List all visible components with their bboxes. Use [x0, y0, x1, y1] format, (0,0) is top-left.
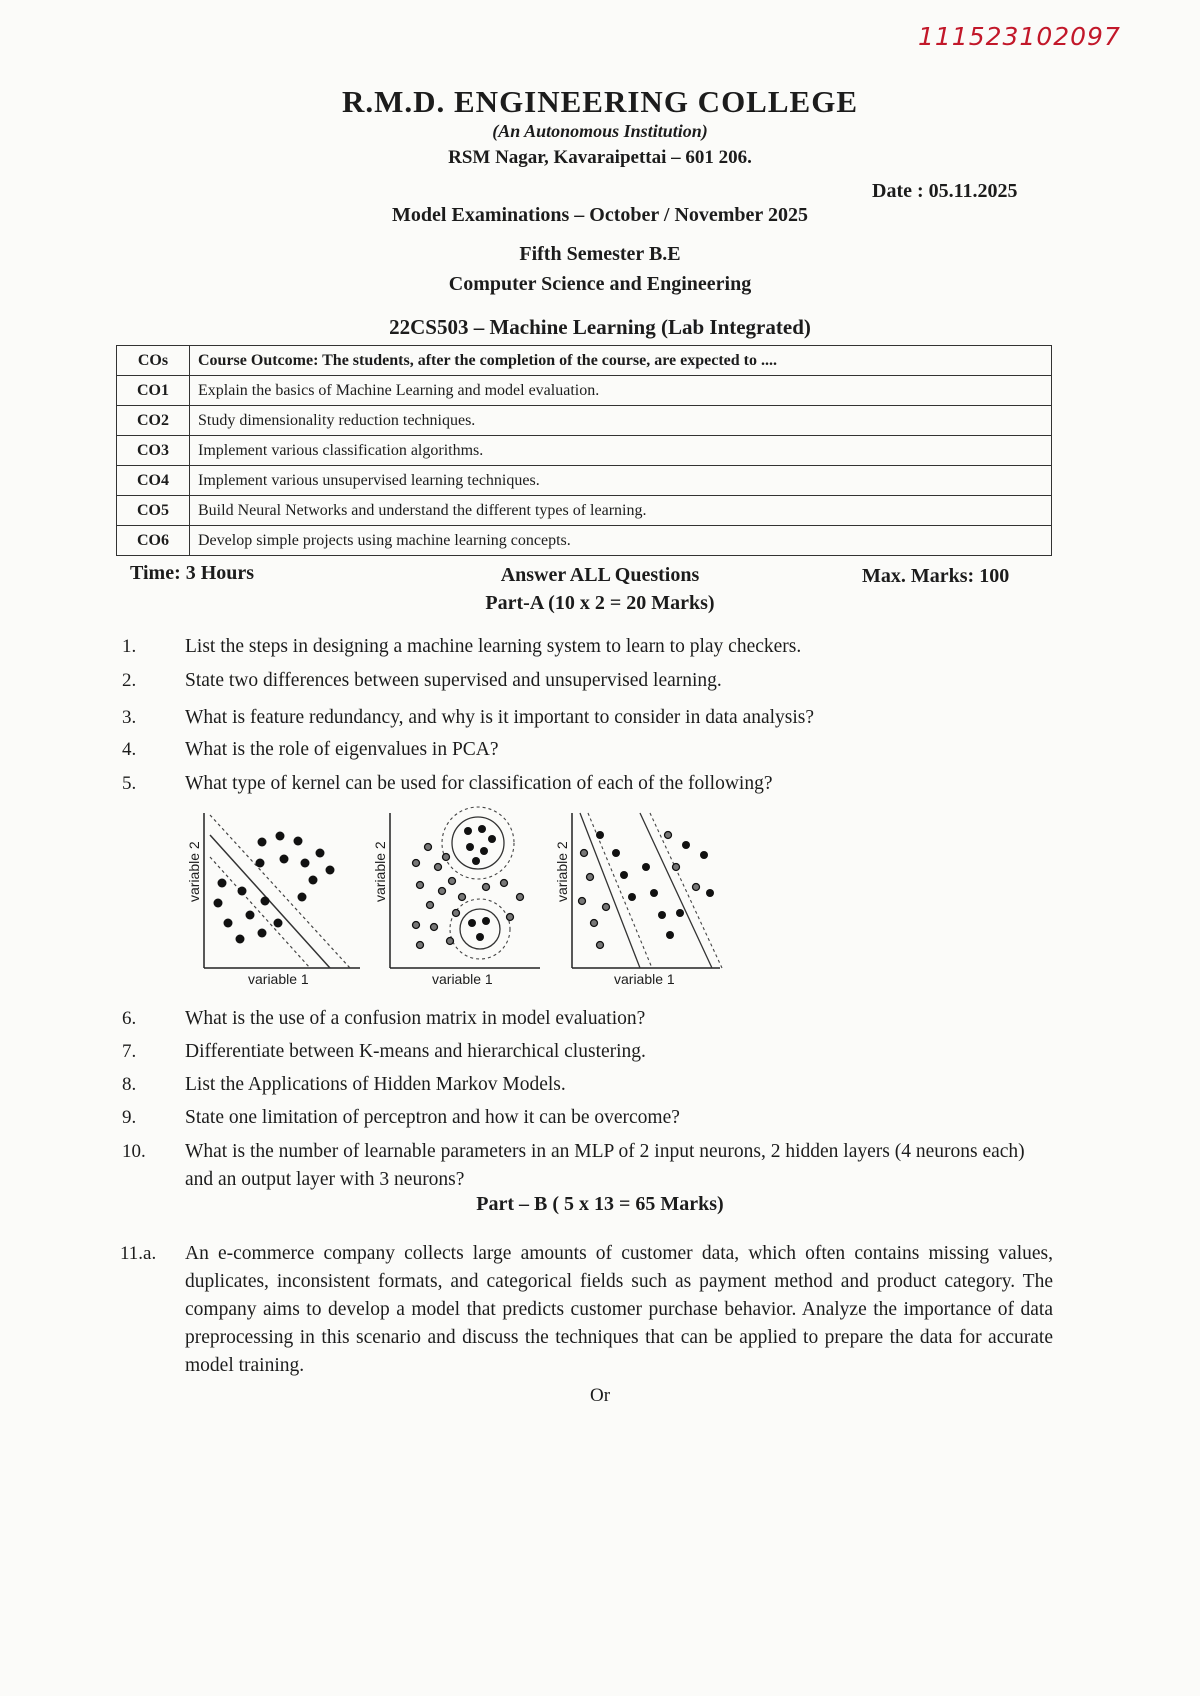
class-b-points [413, 844, 524, 949]
plot2-ylabel: variable 2 [372, 841, 388, 902]
or-separator: Or [589, 1385, 611, 1406]
table-row [117, 376, 1052, 406]
kernel-classification-figure [180, 805, 740, 997]
exam-duration: Time: 3 Hours [130, 562, 255, 584]
co-code: CO1 [117, 376, 190, 406]
question-text: State two differences between supervised and unsupervised learning. [185, 670, 722, 691]
table-row [117, 496, 1052, 526]
question-text: What is feature redundancy, and why is it important to consider in data analysis? [185, 707, 815, 728]
co-code: CO2 [117, 406, 190, 436]
question-number: 11.a. [120, 1243, 157, 1264]
co-header-code: COs [117, 346, 190, 376]
plot3-xlabel: variable 1 [614, 971, 675, 987]
co-code: CO4 [117, 466, 190, 496]
part-a-heading: Part-A (10 x 2 = 20 Marks) [485, 592, 715, 614]
question-number: 8. [122, 1074, 137, 1095]
margin-line [210, 857, 310, 968]
exam-title: Model Examinations – October / November 2025 [392, 204, 808, 226]
table-row [117, 406, 1052, 436]
plot-radial [390, 807, 540, 968]
department: Computer Science and Engineering [448, 273, 752, 295]
question-text: What is the number of learnable parameters in an MLP of 2 input neurons, 2 hidden layers (4 neurons each) and an output layer with 3 neurons? [185, 1141, 1025, 1190]
question-number: 5. [122, 773, 137, 794]
plot2-xlabel: variable 1 [432, 971, 493, 987]
class-b-points [214, 879, 283, 944]
class-a-points [256, 832, 335, 902]
decision-boundary [460, 909, 500, 949]
question-text: What is the use of a confusion matrix in model evaluation? [185, 1008, 646, 1029]
co-desc: Implement various classification algorithms. [190, 436, 1052, 466]
co-code: CO5 [117, 496, 190, 526]
co-header-desc: Course Outcome: The students, after the completion of the course, are expected to .... [190, 346, 1052, 376]
institution-status: (An Autonomous Institution) [492, 121, 708, 141]
co-desc: Build Neural Networks and understand the different types of learning. [190, 496, 1052, 526]
question-number: 10. [122, 1141, 146, 1162]
table-row [117, 436, 1052, 466]
co-desc: Implement various unsupervised learning techniques. [190, 466, 1052, 496]
decision-boundary [210, 835, 330, 968]
question-text: What is the role of eigenvalues in PCA? [185, 739, 499, 760]
plot-diagonal [572, 813, 722, 968]
question-number: 7. [122, 1041, 137, 1062]
co-code: CO3 [117, 436, 190, 466]
class-b-points [579, 832, 700, 949]
co-desc: Develop simple projects using machine learning concepts. [190, 526, 1052, 556]
part-b-heading: Part – B ( 5 x 13 = 65 Marks) [476, 1193, 724, 1215]
table-header-row [117, 346, 1052, 376]
co-desc: Study dimensionality reduction techniques. [190, 406, 1052, 436]
question-number: 6. [122, 1008, 137, 1029]
question-number: 4. [122, 739, 137, 760]
handwritten-register-number: 111523102097 [918, 22, 1121, 51]
table-row [117, 526, 1052, 556]
plot-linear [204, 813, 360, 968]
decision-boundary [580, 813, 640, 968]
max-marks: Max. Marks: 100 [862, 565, 1010, 587]
question-number: 9. [122, 1107, 137, 1128]
question-number: 3. [122, 707, 137, 728]
question-text: Differentiate between K-means and hierarchical clustering. [185, 1041, 646, 1062]
table-row [117, 466, 1052, 496]
plot1-ylabel: variable 2 [186, 841, 202, 902]
margin-line [442, 807, 514, 879]
co-desc: Explain the basics of Machine Learning and model evaluation. [190, 376, 1052, 406]
question-number: 2. [122, 670, 137, 691]
question-text: What type of kernel can be used for classification of each of the following? [185, 773, 773, 794]
course-outcome-table [116, 345, 1052, 556]
college-name: R.M.D. ENGINEERING COLLEGE [341, 84, 859, 119]
semester: Fifth Semester B.E [519, 243, 681, 265]
question-number: 1. [122, 636, 137, 657]
margin-line [450, 899, 510, 959]
instruction: Answer ALL Questions [500, 564, 700, 586]
question-text: List the Applications of Hidden Markov Models. [185, 1074, 566, 1095]
college-address: RSM Nagar, Kavaraipettai – 601 206. [448, 147, 752, 168]
exam-date: Date : 05.11.2025 [872, 180, 1018, 202]
question-text: An e-commerce company collects large amounts of customer data, which often contains missing values, duplicates, inconsistent formats, and categorical fields such as payment method and product category. The company aims to develop a model that predicts customer purchase behavior. Analyze the importance of data preprocessing in this scenario and discuss the techniques that can be applied to prepare the data for accurate model training. [185, 1243, 1053, 1376]
question-text: List the steps in designing a machine learning system to learn to play checkers. [185, 636, 802, 657]
class-a-points [464, 825, 496, 941]
question-text: State one limitation of perceptron and how it can be overcome? [185, 1107, 680, 1128]
plot1-xlabel: variable 1 [248, 971, 309, 987]
course-title: 22CS503 – Machine Learning (Lab Integrated) [389, 315, 811, 339]
decision-boundary [640, 813, 712, 968]
co-code: CO6 [117, 526, 190, 556]
plot3-ylabel: variable 2 [554, 841, 570, 902]
